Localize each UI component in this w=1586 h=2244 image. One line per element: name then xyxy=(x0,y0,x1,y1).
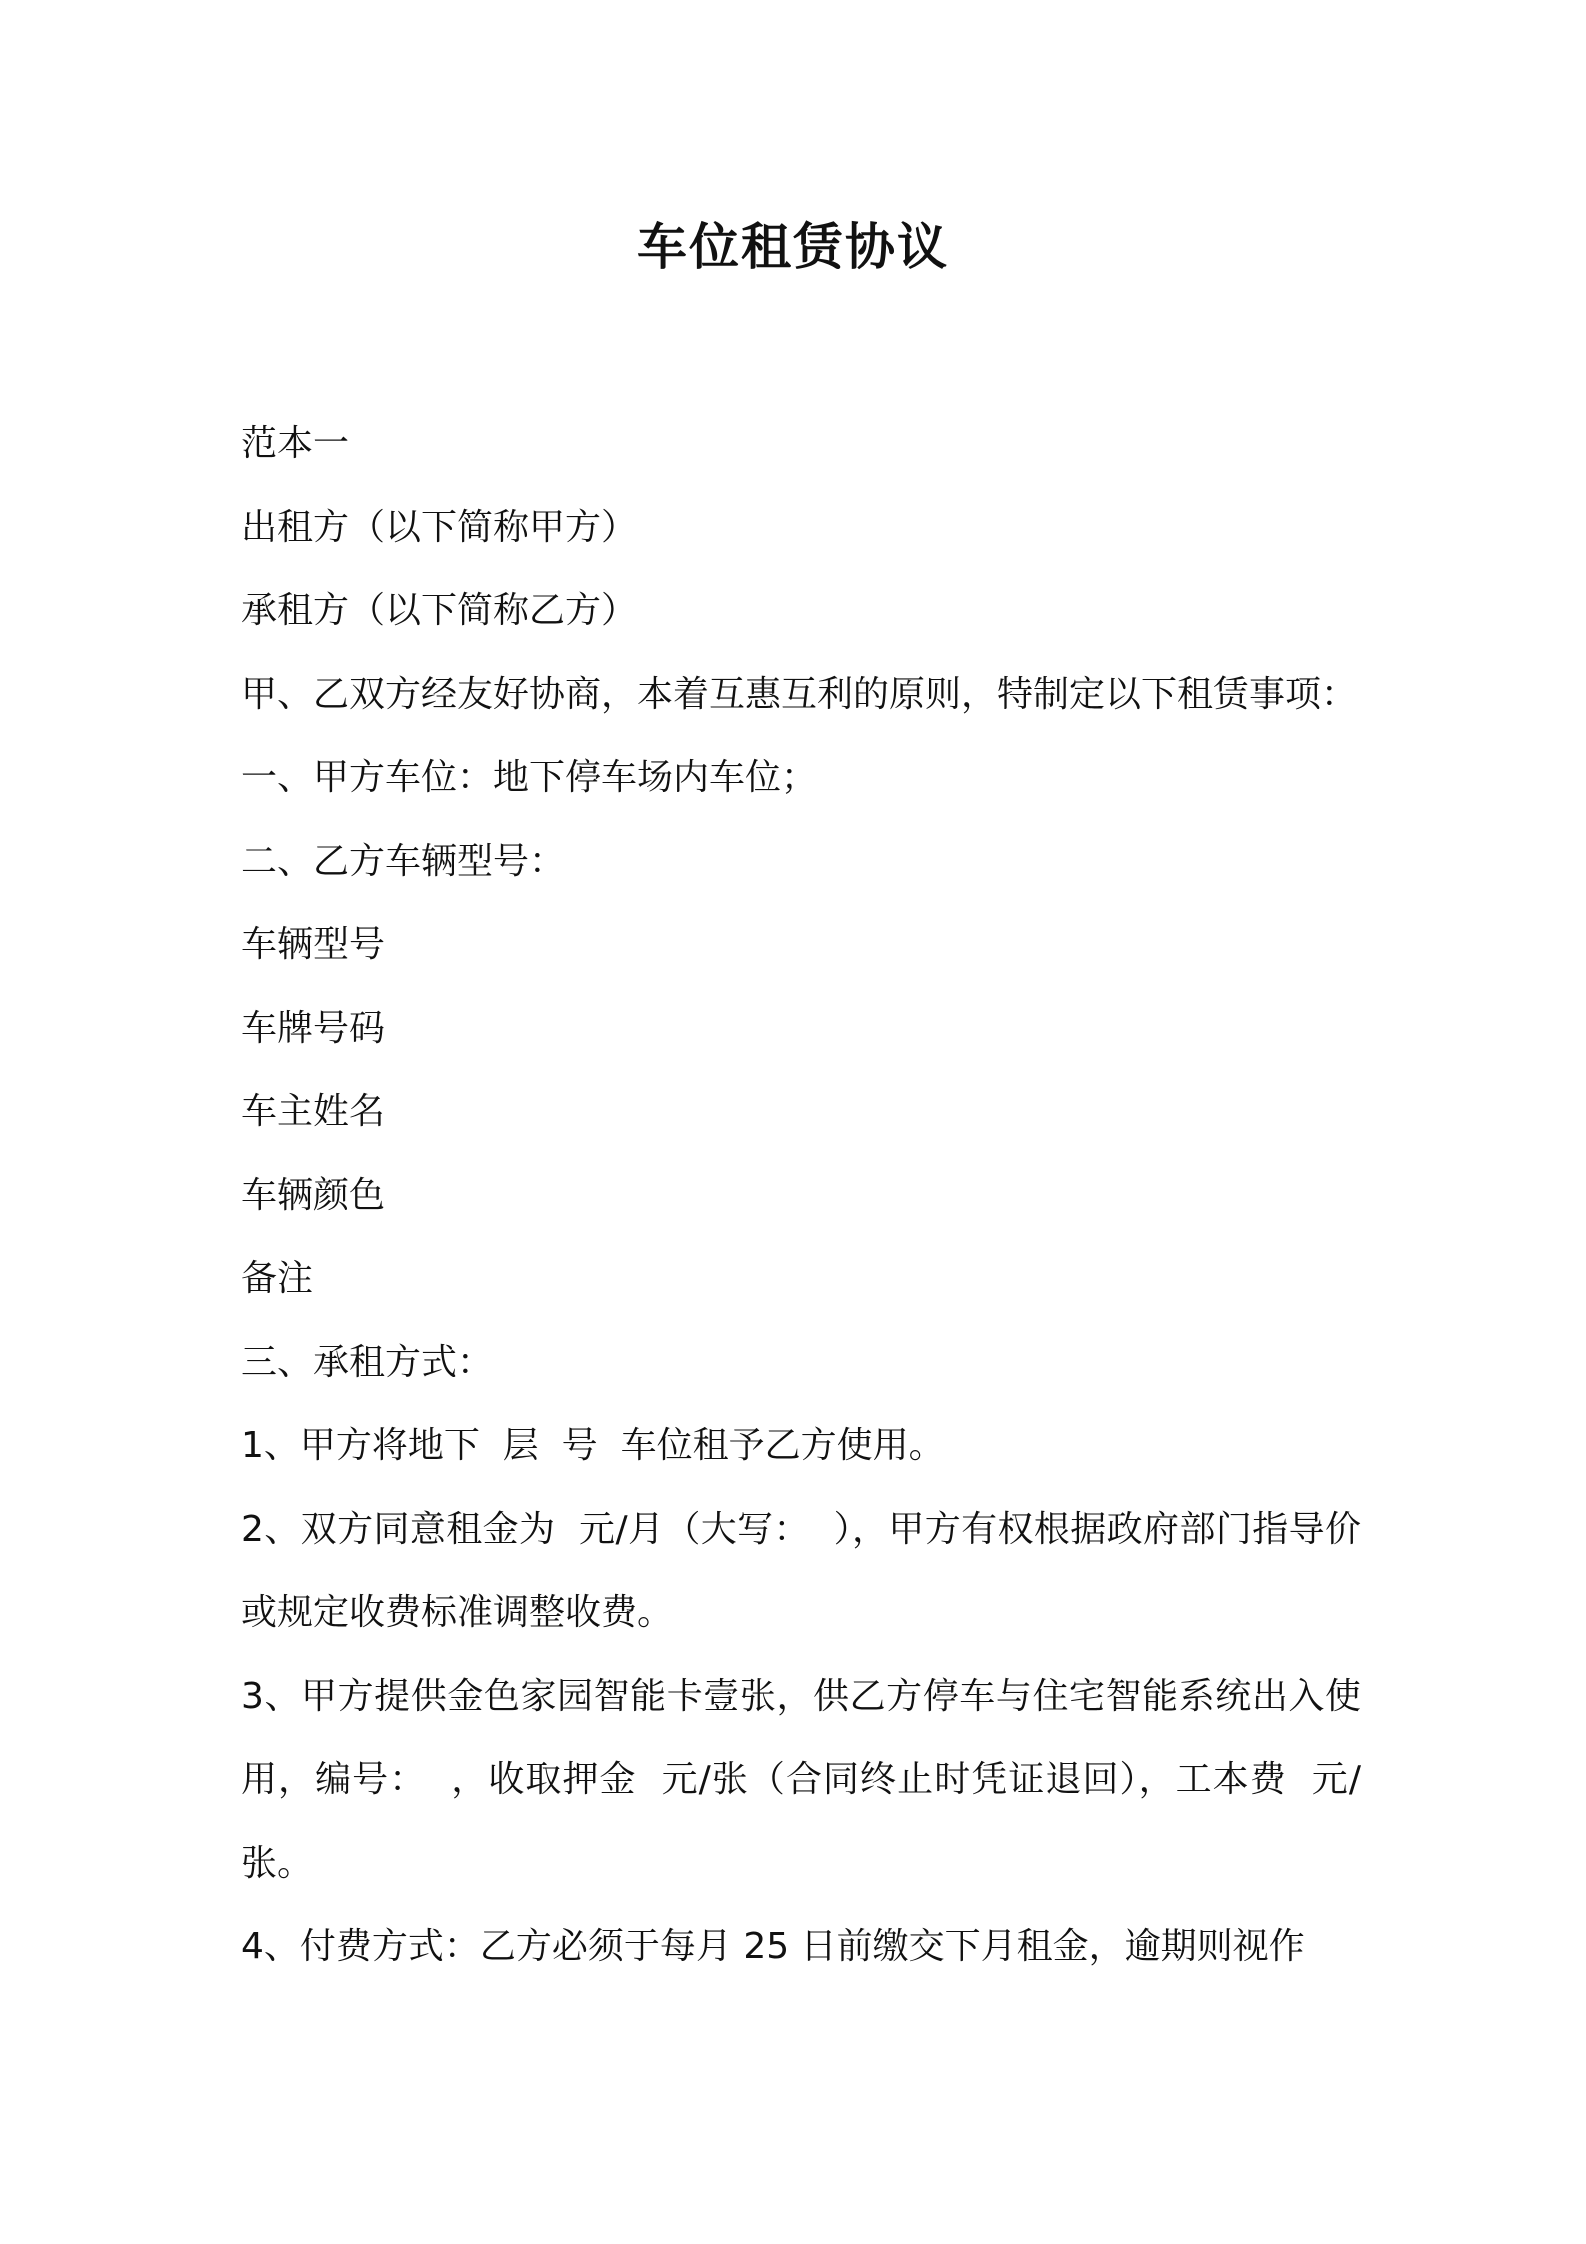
paragraph-lessee: 承租方（以下简称乙方） xyxy=(241,590,638,631)
paragraph-plate-number: 车牌号码 xyxy=(241,1007,386,1049)
paragraph-vehicle-model: 车辆型号 xyxy=(241,924,386,965)
paragraph-item-3: 3、甲方提供金色家园智能卡壹张，供乙方停车与住宅智能系统出入使用，编号： ，收取押金 元/张（合同终止时凭证退回），工本费 元/张。 xyxy=(241,1675,1361,1884)
paragraph-item-2: 2、双方同意租金为 元/月（大写： ），甲方有权根据政府部门指导价或规定收费标准调整收费。 xyxy=(241,1508,1361,1633)
paragraph-preamble: 甲、乙双方经友好协商，本着互惠互利的原则，特制定以下租赁事项： xyxy=(241,673,1358,715)
paragraph-clause-2: 二、乙方车辆型号： xyxy=(241,840,566,882)
paragraph-remarks: 备注 xyxy=(241,1258,314,1299)
paragraph-vehicle-color: 车辆颜色 xyxy=(241,1174,386,1216)
paragraph-sample-label: 范本一 xyxy=(241,423,350,464)
document-title: 车位租赁协议 xyxy=(637,218,949,276)
document-body xyxy=(241,402,1361,1989)
paragraph-clause-1: 一、甲方车位：地下停车场内车位； xyxy=(241,757,818,798)
paragraph-clause-3: 三、承租方式： xyxy=(241,1341,494,1383)
paragraph-owner-name: 车主姓名 xyxy=(241,1091,386,1132)
paragraph-item-1: 1、甲方将地下 层 号 车位租予乙方使用。 xyxy=(241,1425,945,1466)
paragraph-item-4: 4、付费方式：乙方必须于每月 25 日前缴交下月租金，逾期则视作 xyxy=(241,1926,1305,1967)
paragraph-lessor: 出租方（以下简称甲方） xyxy=(241,506,638,548)
